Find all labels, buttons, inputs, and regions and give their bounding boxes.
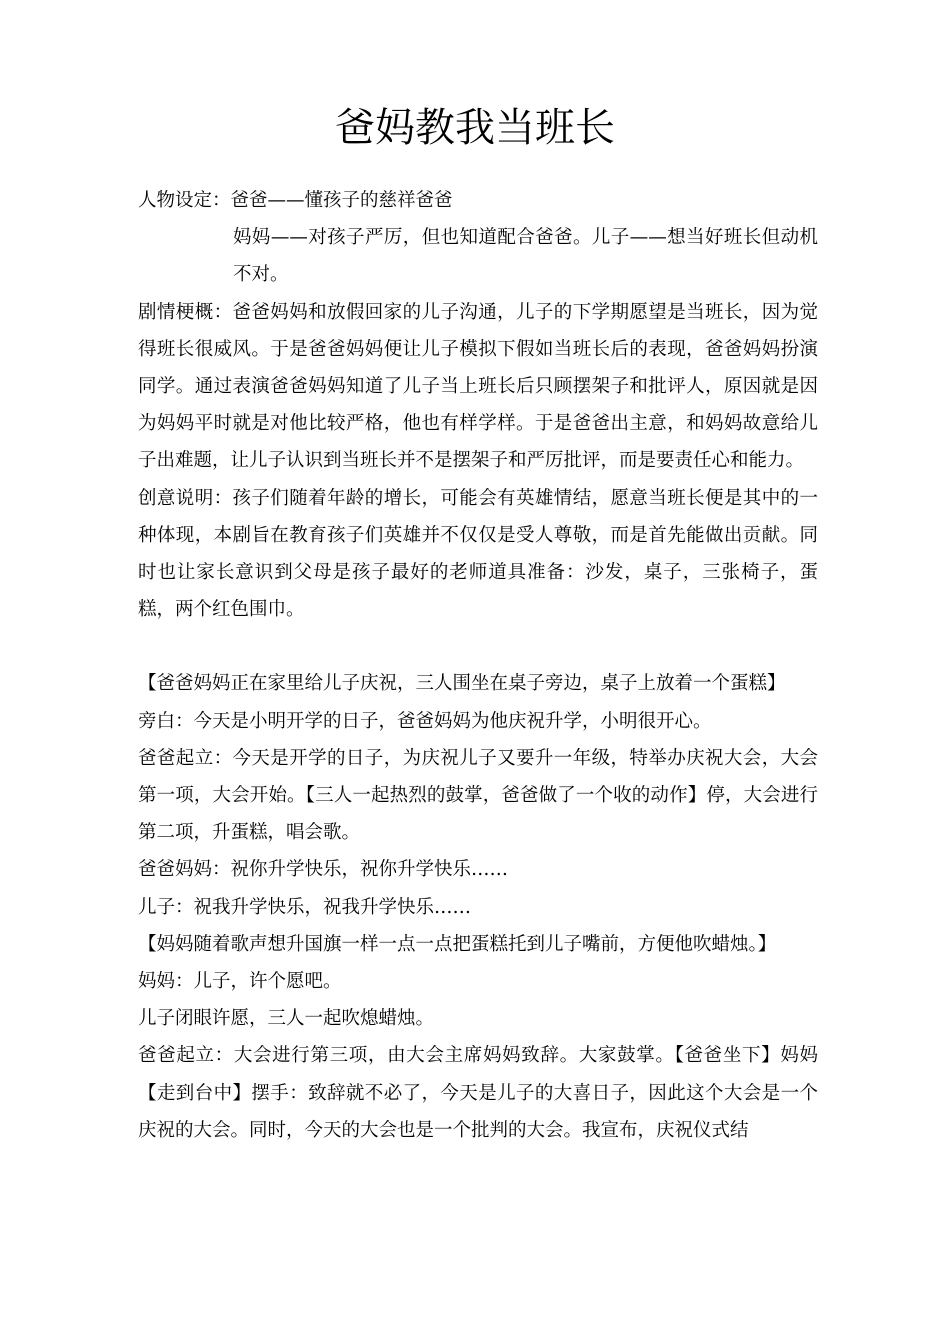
paragraph-creative-notes: 创意说明：孩子们随着年龄的增长，可能会有英雄情结，愿意当班长便是其中的一种体现，本剧旨在教育孩子们英雄并不仅仅是受人尊敬，而是首先能做出贡献。同时也让家长意识到父母是孩子最好的老师道具准备：沙发，桌子，三张椅子，蛋糕，两个红色围巾。 xyxy=(138,487,818,621)
document-title: 爸妈教我当班长 xyxy=(335,105,615,151)
paragraph-dialogue: 妈妈：儿子，许个愿吧。 xyxy=(138,971,342,993)
paragraph-characters-continued: 妈妈——对孩子严厉，但也知道配合爸爸。儿子——想当好班长但动机不对。 xyxy=(233,227,818,286)
blank-line xyxy=(138,628,818,665)
paragraph-synopsis: 剧情梗概：爸爸妈妈和放假回家的儿子沟通，儿子的下学期愿望是当班长，因为觉得班长很威风。于是爸爸妈妈便让儿子模拟下假如当班长后的表现，爸爸妈妈扮演同学。通过表演爸爸妈妈知道了儿子当上班长后只顾摆架子和批评人，原因就是因为妈妈平时就是对他比较严格，他也有样学样。于是爸爸出主意，和妈妈故意给儿子出难题，让儿子认识到当班长并不是摆架子和严厉批评，而是要责任心和能力。 xyxy=(138,301,818,472)
paragraph-dialogue: 爸爸起立：今天是开学的日子，为庆祝儿子又要升一年级，特举办庆祝大会，大会第一项，大会开始。【三人一起热烈的鼓掌，爸爸做了一个收的动作】停，大会进行第二项，升蛋糕，唱会歌。 xyxy=(138,747,818,844)
paragraph-dialogue: 儿子：祝我升学快乐，祝我升学快乐…… xyxy=(138,896,472,918)
paragraph-narration: 旁白：今天是小明开学的日子，爸爸妈妈为他庆祝升学，小明很开心。 xyxy=(138,710,712,732)
paragraph-characters: 人物设定：爸爸——懂孩子的慈祥爸爸 xyxy=(138,190,453,211)
paragraph-action: 儿子闭眼许愿，三人一起吹熄蜡烛。 xyxy=(138,1008,435,1030)
paragraph-dialogue: 爸爸起立：大会进行第三项，由大会主席妈妈致辞。大家鼓掌。【爸爸坐下】妈妈【走到台中】摆手：致辞就不必了，今天是儿子的大喜日子，因此这个大会是一个庆祝的大会。同时，今天的大会也是一个批判的大会。我宣布，庆祝仪式结 xyxy=(138,1045,818,1141)
paragraph-stage-direction: 【爸爸妈妈正在家里给儿子庆祝，三人围坐在桌子旁边，桌子上放着一个蛋糕】 xyxy=(138,673,786,695)
paragraph-stage-direction: 【妈妈随着歌声想升国旗一样一点一点把蛋糕托到儿子嘴前，方便他吹蜡烛。】 xyxy=(138,933,777,955)
document-body xyxy=(138,182,818,1149)
paragraph-dialogue: 爸爸妈妈：祝你升学快乐，祝你升学快乐…… xyxy=(138,859,509,881)
